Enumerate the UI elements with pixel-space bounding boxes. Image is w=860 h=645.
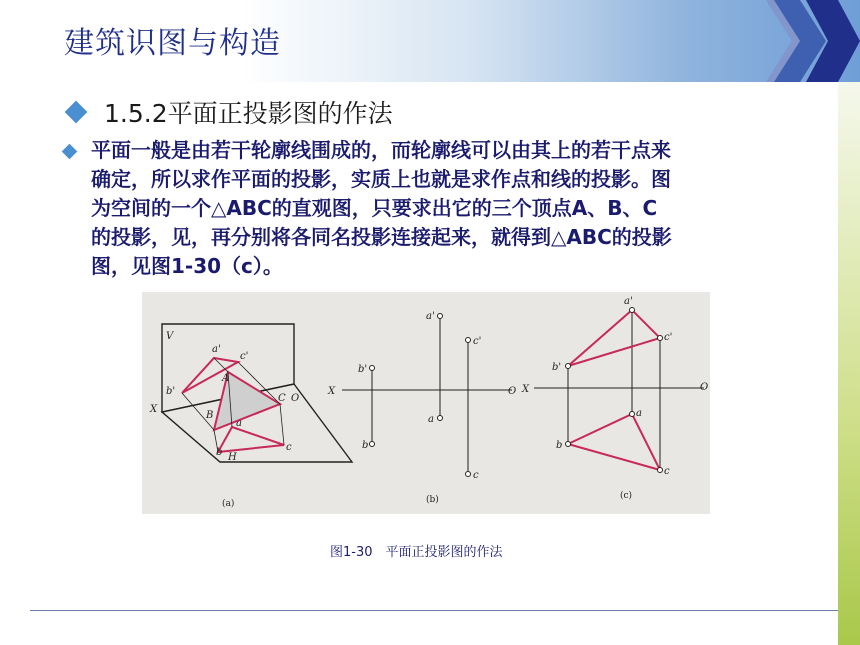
panel-c-label: c' xyxy=(664,332,673,343)
paragraph-line: 平面一般是由若干轮廓线围成的，而轮廓线可以由其上的若干点来 xyxy=(91,138,671,162)
panel-a-label: b' xyxy=(166,386,176,397)
paragraph-text xyxy=(91,136,672,281)
projection-figure xyxy=(142,292,710,514)
footer-divider xyxy=(30,610,838,611)
panel-b-label: a' xyxy=(426,311,435,322)
panel-b-caption: (b) xyxy=(426,495,439,505)
panel-a-label: C xyxy=(278,393,286,404)
panel-c-caption: (c) xyxy=(620,491,633,501)
panel-a-label: O xyxy=(291,393,300,404)
panel-a-label: b xyxy=(216,447,223,458)
panel-b-label: a xyxy=(428,414,434,425)
header-banner xyxy=(0,0,860,82)
panel-a-label: a xyxy=(236,418,242,429)
page-title: 建筑识图与构造 xyxy=(64,26,281,61)
panel-a-label: H xyxy=(228,452,237,463)
paragraph-line: 为空间的一个△ABC的直观图，只要求出它的三个顶点A、B、C xyxy=(91,196,658,220)
paragraph-line: 确定，所以求作平面的投影，实质上也就是求作点和线的投影。图 xyxy=(91,167,671,191)
panel-b-label: c xyxy=(473,470,479,481)
body-paragraph xyxy=(62,136,802,281)
chevron-decoration xyxy=(766,0,860,82)
panel-b-label: b' xyxy=(358,364,368,375)
diamond-bullet-icon xyxy=(65,101,88,124)
panel-c-label: O xyxy=(700,382,709,393)
panel-c-label: X xyxy=(522,384,530,395)
panel-a-label: B xyxy=(206,410,214,421)
panel-a-label: V xyxy=(166,331,174,342)
panel-a-caption: (a) xyxy=(222,499,235,509)
panel-a-label: a' xyxy=(212,344,221,355)
panel-a-label: A xyxy=(222,373,230,384)
diamond-bullet-icon xyxy=(62,144,78,160)
figure-caption: 图1-30 平面正投影图的作法 xyxy=(330,545,503,560)
section-heading-text: 1.5.2平面正投影图的作法 xyxy=(104,99,393,128)
section-heading xyxy=(62,94,393,130)
panel-a-label: c xyxy=(286,442,292,453)
panel-b-label: O xyxy=(508,386,517,397)
panel-b-label: b xyxy=(362,440,369,451)
projection-diagram xyxy=(142,292,710,514)
panel-c-label: b' xyxy=(552,362,562,373)
panel-c-label: a xyxy=(636,408,642,419)
panel-c-label: b xyxy=(556,440,563,451)
panel-a xyxy=(149,324,352,509)
panel-b-label: X xyxy=(328,386,336,397)
panel-a-label: X xyxy=(150,404,158,415)
panel-c-label: c xyxy=(664,466,670,477)
panel-a-label: c' xyxy=(240,351,249,362)
panel-c-label: a' xyxy=(624,296,633,307)
panel-b xyxy=(327,311,516,505)
panel-b-label: c' xyxy=(473,336,482,347)
paragraph-line: 图，见图1-30（c）。 xyxy=(91,254,283,278)
panel-c xyxy=(521,296,708,501)
side-accent-bar xyxy=(838,82,860,645)
paragraph-line: 的投影，见，再分别将各同名投影连接起来，就得到△ABC的投影 xyxy=(91,225,672,249)
